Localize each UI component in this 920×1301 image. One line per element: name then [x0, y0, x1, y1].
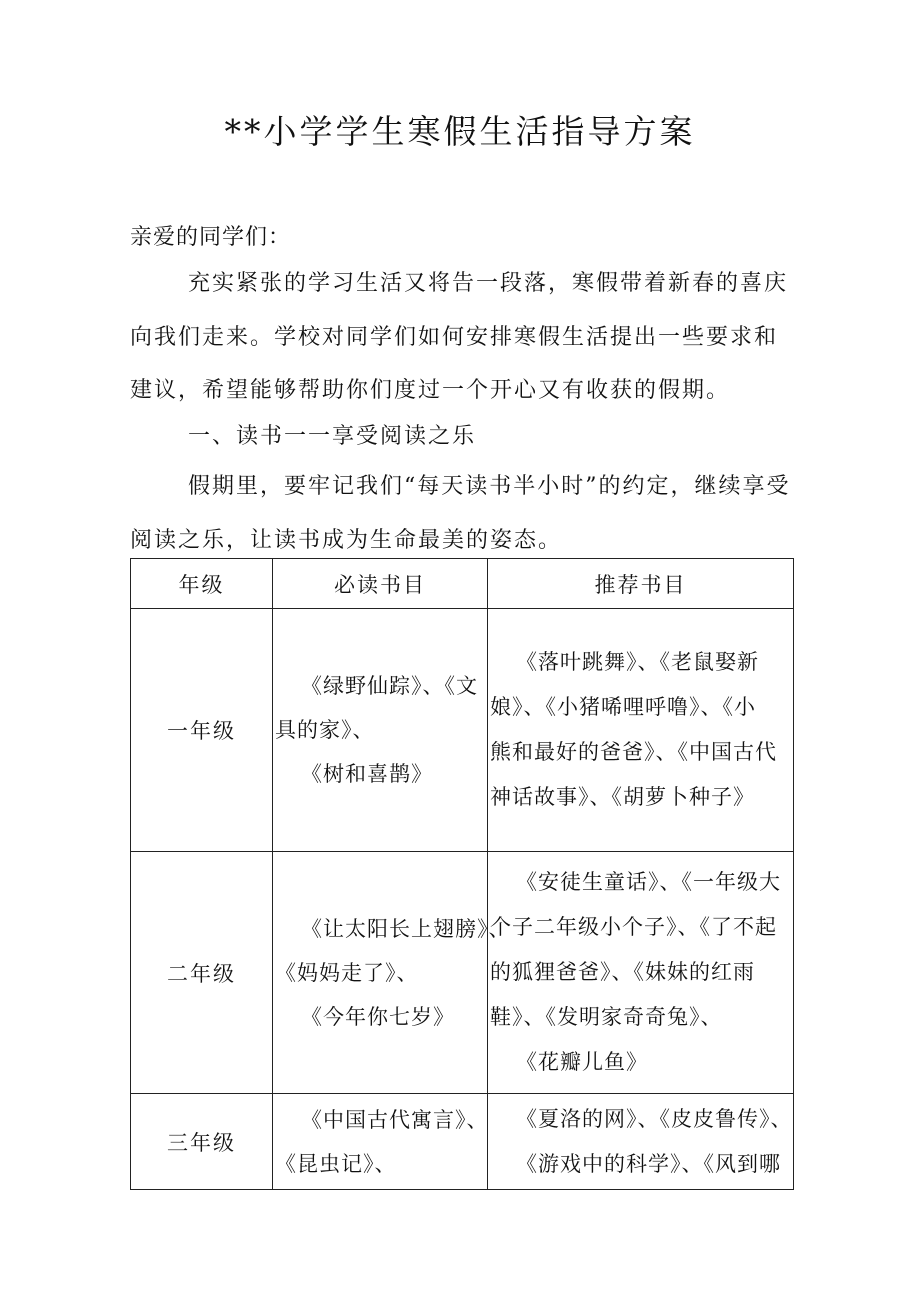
- grade-cell: 一年级: [131, 609, 273, 852]
- section-heading-reading: 一、读书一一享受阅读之乐: [188, 424, 477, 449]
- required-line: 《树和喜鹊》: [301, 762, 433, 786]
- recommended-line: 的狐狸爸爸》、《妹妹的红雨: [490, 960, 755, 984]
- required-line: 《让太阳长上翅膀》、: [301, 916, 511, 941]
- recommended-line: 《夏洛的网》、《皮皮鲁传》、: [516, 1106, 793, 1131]
- header-grade: 年级: [131, 559, 273, 609]
- reading-paragraph: 假期里，要牢记我们“每天读书半小时”的约定，继续享受阅读之乐，让读书成为生命最美的姿态。: [130, 474, 791, 553]
- recommended-books-cell: [488, 852, 794, 1094]
- recommended-books-cell: [488, 1094, 794, 1190]
- salutation: 亲爱的同学们：: [130, 225, 292, 250]
- recommended-line: 神话故事》、《胡萝卜种子》: [490, 785, 755, 809]
- required-line: 《中国古代寓言》、: [301, 1107, 489, 1132]
- grade-cell: 三年级: [131, 1094, 273, 1190]
- recommended-line: 个子二年级小个子》、《了不起: [490, 915, 777, 939]
- intro-paragraph: 充实紧张的学习生活又将告一段落，寒假带着新春的喜庆向我们走来。学校对同学们如何安排寒假生活提出一些要求和建议，希望能够帮助你们度过一个开心又有收获的假期。: [130, 271, 789, 403]
- required-books-cell: [273, 852, 511, 1094]
- recommended-line: 《花瓣儿鱼》: [516, 1050, 648, 1074]
- required-line: 《今年你七岁》: [301, 1004, 455, 1029]
- recommended-line: 《游戏中的科学》、《风到哪: [516, 1151, 781, 1176]
- recommended-line: 《安徒生童话》、《一年级大: [516, 870, 781, 894]
- required-line: 《绿野仙踪》、《文: [301, 674, 478, 698]
- recommended-line: 娘》、《小猪唏哩呼噜》、《小: [490, 695, 756, 719]
- required-line: 《妈妈走了》、: [275, 960, 419, 985]
- table-row: [131, 609, 794, 852]
- required-line: 《昆虫记》、: [275, 1151, 397, 1176]
- required-books-cell: [273, 1094, 488, 1190]
- grade-cell: 二年级: [131, 852, 273, 1094]
- book-list-table: [130, 558, 794, 1190]
- recommended-line: 鞋》、《发明家奇奇兔》、: [490, 1005, 723, 1029]
- document-title: **小学学生寒假生活指导方案: [224, 112, 696, 151]
- table-header-row: [131, 559, 794, 609]
- recommended-line: 熊和最好的爸爸》、《中国古代: [490, 740, 777, 764]
- recommended-books-cell: [488, 609, 794, 852]
- recommended-line: 《落叶跳舞》、《老鼠娶新: [516, 650, 759, 674]
- table-row: [131, 852, 794, 1094]
- required-books-cell: [273, 609, 488, 852]
- table-row: [131, 1094, 794, 1190]
- header-recommended: 推荐书目: [488, 559, 794, 609]
- header-required: 必读书目: [273, 559, 488, 609]
- required-line: 具的家》、: [275, 718, 375, 742]
